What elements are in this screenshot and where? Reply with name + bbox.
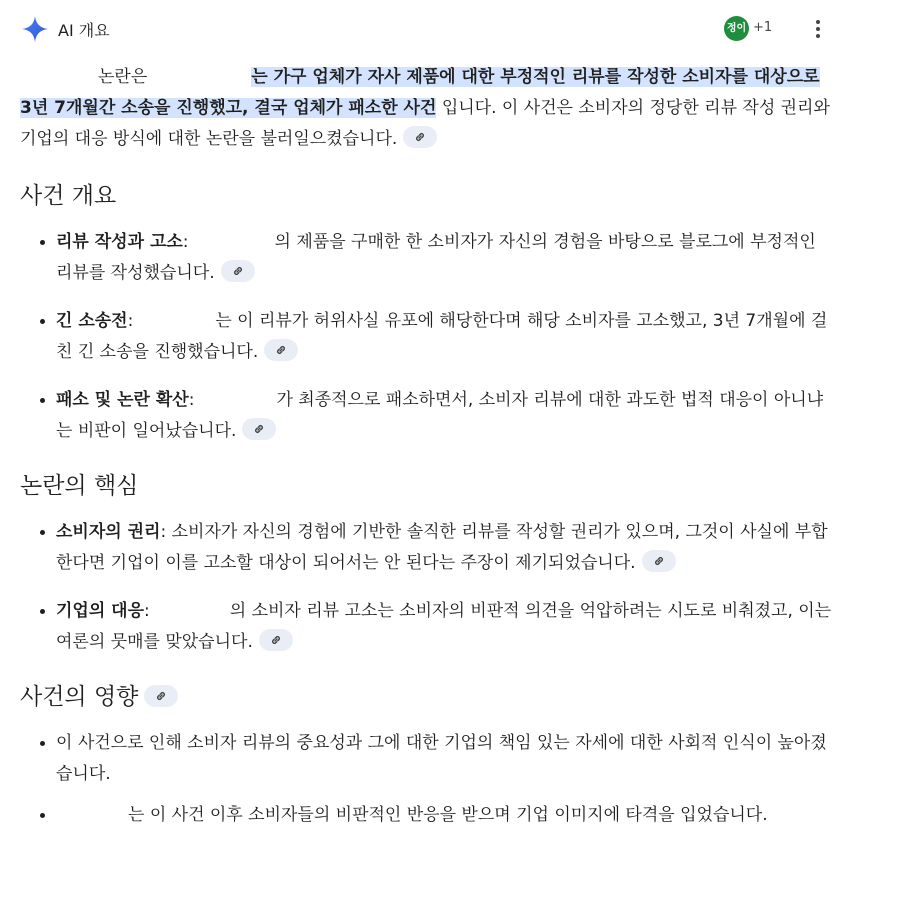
item-text: 가 최종적으로 패소하면서, 소비자 리뷰에 대한 과도한 법적 대응이 아니냐는 비판이 일어났습니다. xyxy=(56,390,824,441)
gemini-spark-icon xyxy=(21,15,49,43)
section-heading-impact: 사건의 영향 xyxy=(20,680,835,714)
intro-highlight: 는 가구 업체가 자사 제품에 대한 부정적인 리뷰를 작성한 소비자를 대상으로 3년 7개월간 소송을 진행했고, 결국 업체가 패소한 사건 xyxy=(20,67,820,118)
intro-rest: 입니다. 이 사건은 소비자의 정당한 리뷰 작성 권리와 기업의 대응 방식에 대한 논란을 불러일으켰습니다. xyxy=(20,98,830,149)
overview-list xyxy=(20,227,835,447)
item-text: 의 제품을 구매한 한 소비자가 자신의 경험을 바탕으로 블로그에 부정적인 리뷰를 작성했습니다. xyxy=(56,232,816,283)
link-icon[interactable] xyxy=(403,126,437,148)
item-text: 는 이 사건 이후 소비자들의 비판적인 반응을 받으며 기업 이미지에 타격을 입었습니다. xyxy=(128,805,768,825)
link-icon[interactable] xyxy=(242,418,276,440)
list-item xyxy=(56,728,835,790)
list-item: • 리뷰 작성과 고소: 의 제품을 구매한 한 소비자가 자신의 경험을 바탕으로 블로그에 부정적인 리뷰를 작성했습니다. xyxy=(56,227,835,289)
item-label: 리뷰 작성과 고소 xyxy=(56,232,183,252)
link-icon[interactable] xyxy=(642,550,676,572)
link-icon[interactable] xyxy=(221,260,255,282)
item-text: 는 이 리뷰가 허위사실 유포에 해당한다며 해당 소비자를 고소했고, 3년 7개월에 걸친 긴 소송을 진행했습니다. xyxy=(56,311,828,362)
section-heading-core: 논란의 핵심 xyxy=(20,473,139,499)
list-item: • 기업의 대응: 의 소비자 리뷰 고소는 소비자의 비판적 의견을 억압하려는 시도로 비춰졌고, 이는 여론의 뭇매를 맞았습니다. xyxy=(56,596,835,658)
impact-list xyxy=(20,728,835,831)
list-item: • 패소 및 논란 확산: 가 최종적으로 패소하면서, 소비자 리뷰에 대한 과도한 법적 대응이 아니냐는 비판이 일어났습니다. xyxy=(56,385,835,447)
list-item: • 소비자의 권리: 소비자가 자신의 경험에 기반한 솔직한 리뷰를 작성할 권리가 있으며, 그것이 사실에 부합한다면 기업이 이를 고소할 대상이 되어서는 안 된다는 주장이 제기되었습니다. xyxy=(56,517,835,579)
ai-overview-header xyxy=(0,0,900,58)
ai-overview-content xyxy=(20,62,835,831)
item-label: 소비자의 권리 xyxy=(56,522,161,542)
item-text: 이 사건으로 인해 소비자 리뷰의 중요성과 그에 대한 기업의 책임 있는 자세에 대한 사회적 인식이 높아졌습니다. xyxy=(56,733,827,784)
link-icon[interactable] xyxy=(264,339,298,361)
more-vert-icon[interactable] xyxy=(808,18,828,42)
list-item: • 긴 소송전: 는 이 리뷰가 허위사실 유포에 해당한다며 해당 소비자를 고소했고, 3년 7개월에 걸친 긴 소송을 진행했습니다. xyxy=(56,306,835,368)
item-text: 소비자가 자신의 경험에 기반한 솔직한 리뷰를 작성할 권리가 있으며, 그것이 사실에 부합한다면 기업이 이를 고소할 대상이 되어서는 안 된다는 주장이 제기되었습니다. xyxy=(56,522,828,573)
list-item xyxy=(56,800,835,831)
item-label: 패소 및 논란 확산 xyxy=(56,390,189,410)
intro-lead: 논란은 xyxy=(98,67,148,87)
ai-overview-title: AI 개요 xyxy=(58,21,110,40)
core-list xyxy=(20,517,835,658)
contributor-count[interactable]: +1 xyxy=(753,20,773,35)
avatar[interactable]: 정이 xyxy=(724,16,749,41)
link-icon[interactable] xyxy=(259,629,293,651)
item-label: 긴 소송전 xyxy=(56,311,128,331)
section-heading-overview: 사건 개요 xyxy=(20,183,117,209)
item-label: 기업의 대응 xyxy=(56,601,145,621)
item-text: 의 소비자 리뷰 고소는 소비자의 비판적 의견을 억압하려는 시도로 비춰졌고, 이는 여론의 뭇매를 맞았습니다. xyxy=(56,601,832,652)
link-icon[interactable] xyxy=(144,685,178,707)
intro-paragraph xyxy=(20,62,835,155)
